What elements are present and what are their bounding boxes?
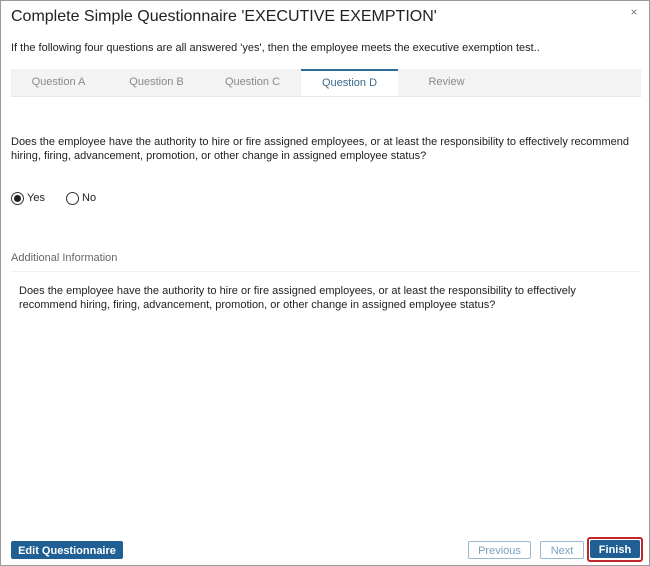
- edit-questionnaire-button[interactable]: Edit Questionnaire: [11, 541, 123, 559]
- finish-highlight: [587, 537, 643, 562]
- radio-yes[interactable]: [11, 191, 45, 205]
- radio-yes-label: Yes: [27, 192, 45, 204]
- additional-info-label: Additional Information: [11, 252, 118, 264]
- previous-button[interactable]: Previous: [468, 541, 531, 559]
- tab-bar: [11, 69, 641, 97]
- tab-question-d[interactable]: Question D: [301, 69, 398, 96]
- additional-info-text: Does the employee have the authority to hire or fire assigned employees, or at least the responsibility to effectively recommend hiring, firing, advancement, promotion, or other change in assigned employee status?: [19, 285, 576, 311]
- tab-question-b[interactable]: Question B: [129, 76, 184, 88]
- dialog-subtitle: If the following four questions are all answered 'yes', then the employee meets the executive exemption test..: [11, 42, 540, 54]
- dialog-title: Complete Simple Questionnaire 'EXECUTIVE EXEMPTION': [11, 8, 437, 25]
- radio-yes-indicator[interactable]: [11, 192, 24, 205]
- radio-no-label: No: [82, 192, 97, 204]
- question-text: Does the employee have the authority to hire or fire assigned employees, or at least the responsibility to effectively recommend hiring, firing, advancement, promotion, or other change in assigned employee status?: [11, 136, 629, 162]
- close-icon[interactable]: ×: [630, 5, 638, 19]
- radio-no[interactable]: [66, 191, 96, 205]
- additional-info-box[interactable]: [11, 271, 641, 529]
- finish-button[interactable]: Finish: [590, 540, 640, 558]
- tab-question-a[interactable]: Question A: [31, 76, 86, 88]
- next-button[interactable]: Next: [540, 541, 584, 559]
- tab-review[interactable]: Review: [428, 76, 465, 88]
- tab-question-c[interactable]: Question C: [224, 76, 281, 88]
- radio-no-indicator[interactable]: [66, 192, 79, 205]
